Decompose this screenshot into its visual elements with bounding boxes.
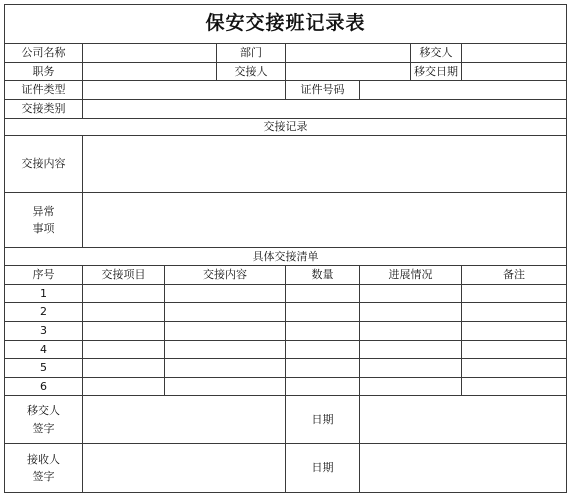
- handover-date-label: 移交日期: [410, 62, 462, 81]
- checklist-cell[interactable]: [461, 284, 567, 303]
- department-field[interactable]: [285, 43, 411, 63]
- handover-date-field[interactable]: [461, 62, 567, 81]
- row-number: 6: [4, 377, 83, 396]
- checklist-cell[interactable]: [461, 358, 567, 378]
- id-type-label: 证件类型: [4, 80, 83, 100]
- checklist-title: 具体交接清单: [4, 247, 567, 266]
- checklist-cell[interactable]: [164, 321, 286, 341]
- receiver-signature-field[interactable]: [82, 443, 286, 493]
- checklist-cell[interactable]: [461, 340, 567, 359]
- checklist-cell[interactable]: [359, 340, 462, 359]
- checklist-cell[interactable]: [285, 340, 360, 359]
- receiver-label: 交接人: [216, 62, 286, 81]
- row-number: 4: [4, 340, 83, 359]
- checklist-cell[interactable]: [82, 340, 165, 359]
- id-number-label: 证件号码: [285, 80, 360, 100]
- id-type-field[interactable]: [82, 80, 286, 100]
- department-label: 部门: [216, 43, 286, 63]
- row-number: 2: [4, 302, 83, 322]
- handover-signature-label: 移交人 签字: [4, 395, 83, 444]
- row-number: 5: [4, 358, 83, 378]
- row-number: 1: [4, 284, 83, 303]
- handover-person-label: 移交人: [410, 43, 462, 63]
- receiver-date-sign-field[interactable]: [359, 443, 567, 493]
- checklist-cell[interactable]: [164, 340, 286, 359]
- position-field[interactable]: [82, 62, 217, 81]
- col-header-item: 交接项目: [82, 265, 165, 285]
- checklist-cell[interactable]: [461, 302, 567, 322]
- handover-category-field[interactable]: [82, 99, 567, 119]
- checklist-cell[interactable]: [461, 377, 567, 396]
- id-number-field[interactable]: [359, 80, 567, 100]
- handover-category-label: 交接类别: [4, 99, 83, 119]
- handover-date-sign-label: 日期: [285, 395, 360, 444]
- col-header-index: 序号: [4, 265, 83, 285]
- checklist-cell[interactable]: [82, 321, 165, 341]
- col-header-remarks: 备注: [461, 265, 567, 285]
- checklist-cell[interactable]: [164, 358, 286, 378]
- handover-content-field[interactable]: [82, 135, 567, 193]
- receiver-field[interactable]: [285, 62, 411, 81]
- checklist-cell[interactable]: [359, 377, 462, 396]
- checklist-cell[interactable]: [285, 358, 360, 378]
- checklist-cell[interactable]: [359, 358, 462, 378]
- col-header-quantity: 数量: [285, 265, 360, 285]
- receiver-date-sign-label: 日期: [285, 443, 360, 493]
- form-title: 保安交接班记录表: [4, 4, 567, 44]
- handover-signature-field[interactable]: [82, 395, 286, 444]
- checklist-cell[interactable]: [285, 302, 360, 322]
- checklist-cell[interactable]: [82, 377, 165, 396]
- position-label: 职务: [4, 62, 83, 81]
- abnormal-items-label: 异常 事项: [4, 192, 83, 248]
- checklist-cell[interactable]: [82, 302, 165, 322]
- checklist-cell[interactable]: [285, 284, 360, 303]
- receiver-signature-label: 接收人 签字: [4, 443, 83, 493]
- abnormal-items-field[interactable]: [82, 192, 567, 248]
- handover-content-label: 交接内容: [4, 135, 83, 193]
- row-number: 3: [4, 321, 83, 341]
- handover-person-field[interactable]: [461, 43, 567, 63]
- checklist-cell[interactable]: [359, 302, 462, 322]
- checklist-cell[interactable]: [359, 321, 462, 341]
- company-name-field[interactable]: [82, 43, 217, 63]
- checklist-cell[interactable]: [82, 358, 165, 378]
- checklist-cell[interactable]: [285, 377, 360, 396]
- checklist-cell[interactable]: [461, 321, 567, 341]
- checklist-cell[interactable]: [164, 377, 286, 396]
- col-header-progress: 进展情况: [359, 265, 462, 285]
- checklist-cell[interactable]: [164, 284, 286, 303]
- checklist-cell[interactable]: [359, 284, 462, 303]
- checklist-cell[interactable]: [285, 321, 360, 341]
- record-section-title: 交接记录: [4, 118, 567, 136]
- company-name-label: 公司名称: [4, 43, 83, 63]
- handover-date-sign-field[interactable]: [359, 395, 567, 444]
- checklist-cell[interactable]: [164, 302, 286, 322]
- col-header-content: 交接内容: [164, 265, 286, 285]
- checklist-cell[interactable]: [82, 284, 165, 303]
